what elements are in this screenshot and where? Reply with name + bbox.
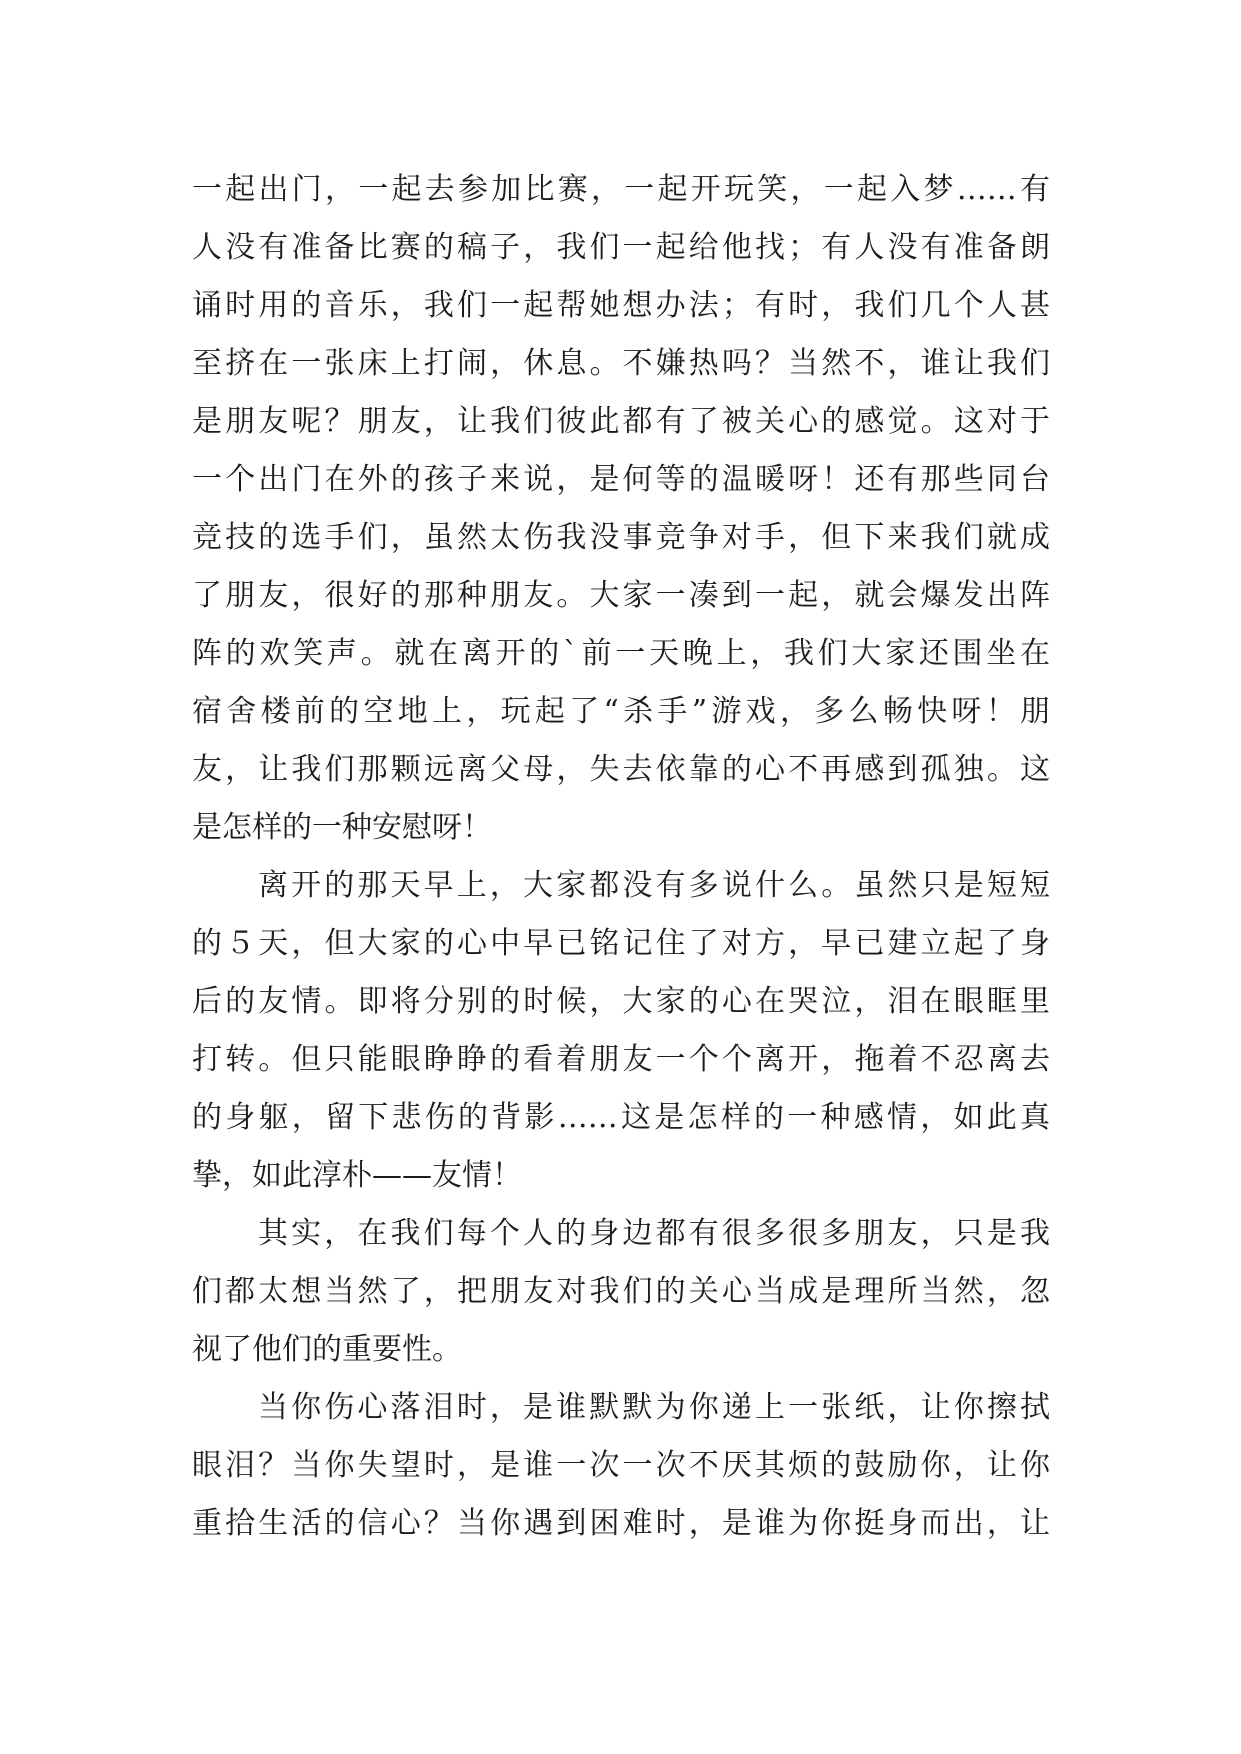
paragraph-2	[192, 857, 1050, 1205]
text-line: 是朋友呢？朋友，让我们彼此都有了被关心的感觉。这对于	[192, 404, 1050, 439]
text-line: 离开的那天早上，大家都没有多说什么。虽然只是短短	[258, 868, 1050, 903]
paragraph-3	[192, 1205, 1050, 1379]
text-line: 宿舍楼前的空地上，玩起了“杀手”游戏，多么畅快呀！朋	[192, 694, 1050, 729]
text-line: 的５天，但大家的心中早已铭记住了对方，早已建立起了身	[192, 926, 1050, 961]
text-line: 挚，如此淳朴——友情！	[192, 1158, 522, 1193]
text-line: 打转。但只能眼睁睁的看着朋友一个个离开，拖着不忍离去	[192, 1042, 1050, 1077]
text-line: 重拾生活的信心？当你遇到困难时，是谁为你挺身而出，让	[192, 1506, 1050, 1541]
text-line: 一个出门在外的孩子来说，是何等的温暖呀！还有那些同台	[192, 462, 1050, 497]
text-line: 诵时用的音乐，我们一起帮她想办法；有时，我们几个人甚	[192, 288, 1050, 323]
text-line: 其实，在我们每个人的身边都有很多很多朋友，只是我	[258, 1216, 1050, 1251]
text-line: 们都太想当然了，把朋友对我们的关心当成是理所当然，忽	[192, 1274, 1050, 1309]
body-text	[192, 161, 1050, 1553]
text-line: 人没有准备比赛的稿子，我们一起给他找；有人没有准备朗	[192, 230, 1050, 265]
text-line: 友，让我们那颗远离父母，失去依靠的心不再感到孤独。这	[192, 752, 1050, 787]
text-line: 后的友情。即将分别的时候，大家的心在哭泣，泪在眼眶里	[192, 984, 1050, 1019]
text-line: 的身躯，留下悲伤的背影……这是怎样的一种感情，如此真	[192, 1100, 1050, 1135]
text-line: 至挤在一张床上打闹，休息。不嫌热吗？当然不，谁让我们	[192, 346, 1050, 381]
text-line: 是怎样的一种安慰呀！	[192, 810, 492, 845]
text-line: 眼泪？当你失望时，是谁一次一次不厌其烦的鼓励你，让你	[192, 1448, 1050, 1483]
text-line: 一起出门，一起去参加比赛，一起开玩笑，一起入梦……有	[192, 172, 1050, 207]
paragraph-4	[192, 1379, 1050, 1553]
text-line: 视了他们的重要性。	[192, 1332, 462, 1367]
paragraph-1	[192, 161, 1050, 857]
text-line: 阵的欢笑声。就在离开的`前一天晚上，我们大家还围坐在	[192, 636, 1050, 671]
text-line: 竞技的选手们，虽然太伤我没事竞争对手，但下来我们就成	[192, 520, 1050, 555]
text-line: 当你伤心落泪时，是谁默默为你递上一张纸，让你擦拭	[258, 1390, 1050, 1425]
text-line: 了朋友，很好的那种朋友。大家一凑到一起，就会爆发出阵	[192, 578, 1050, 613]
